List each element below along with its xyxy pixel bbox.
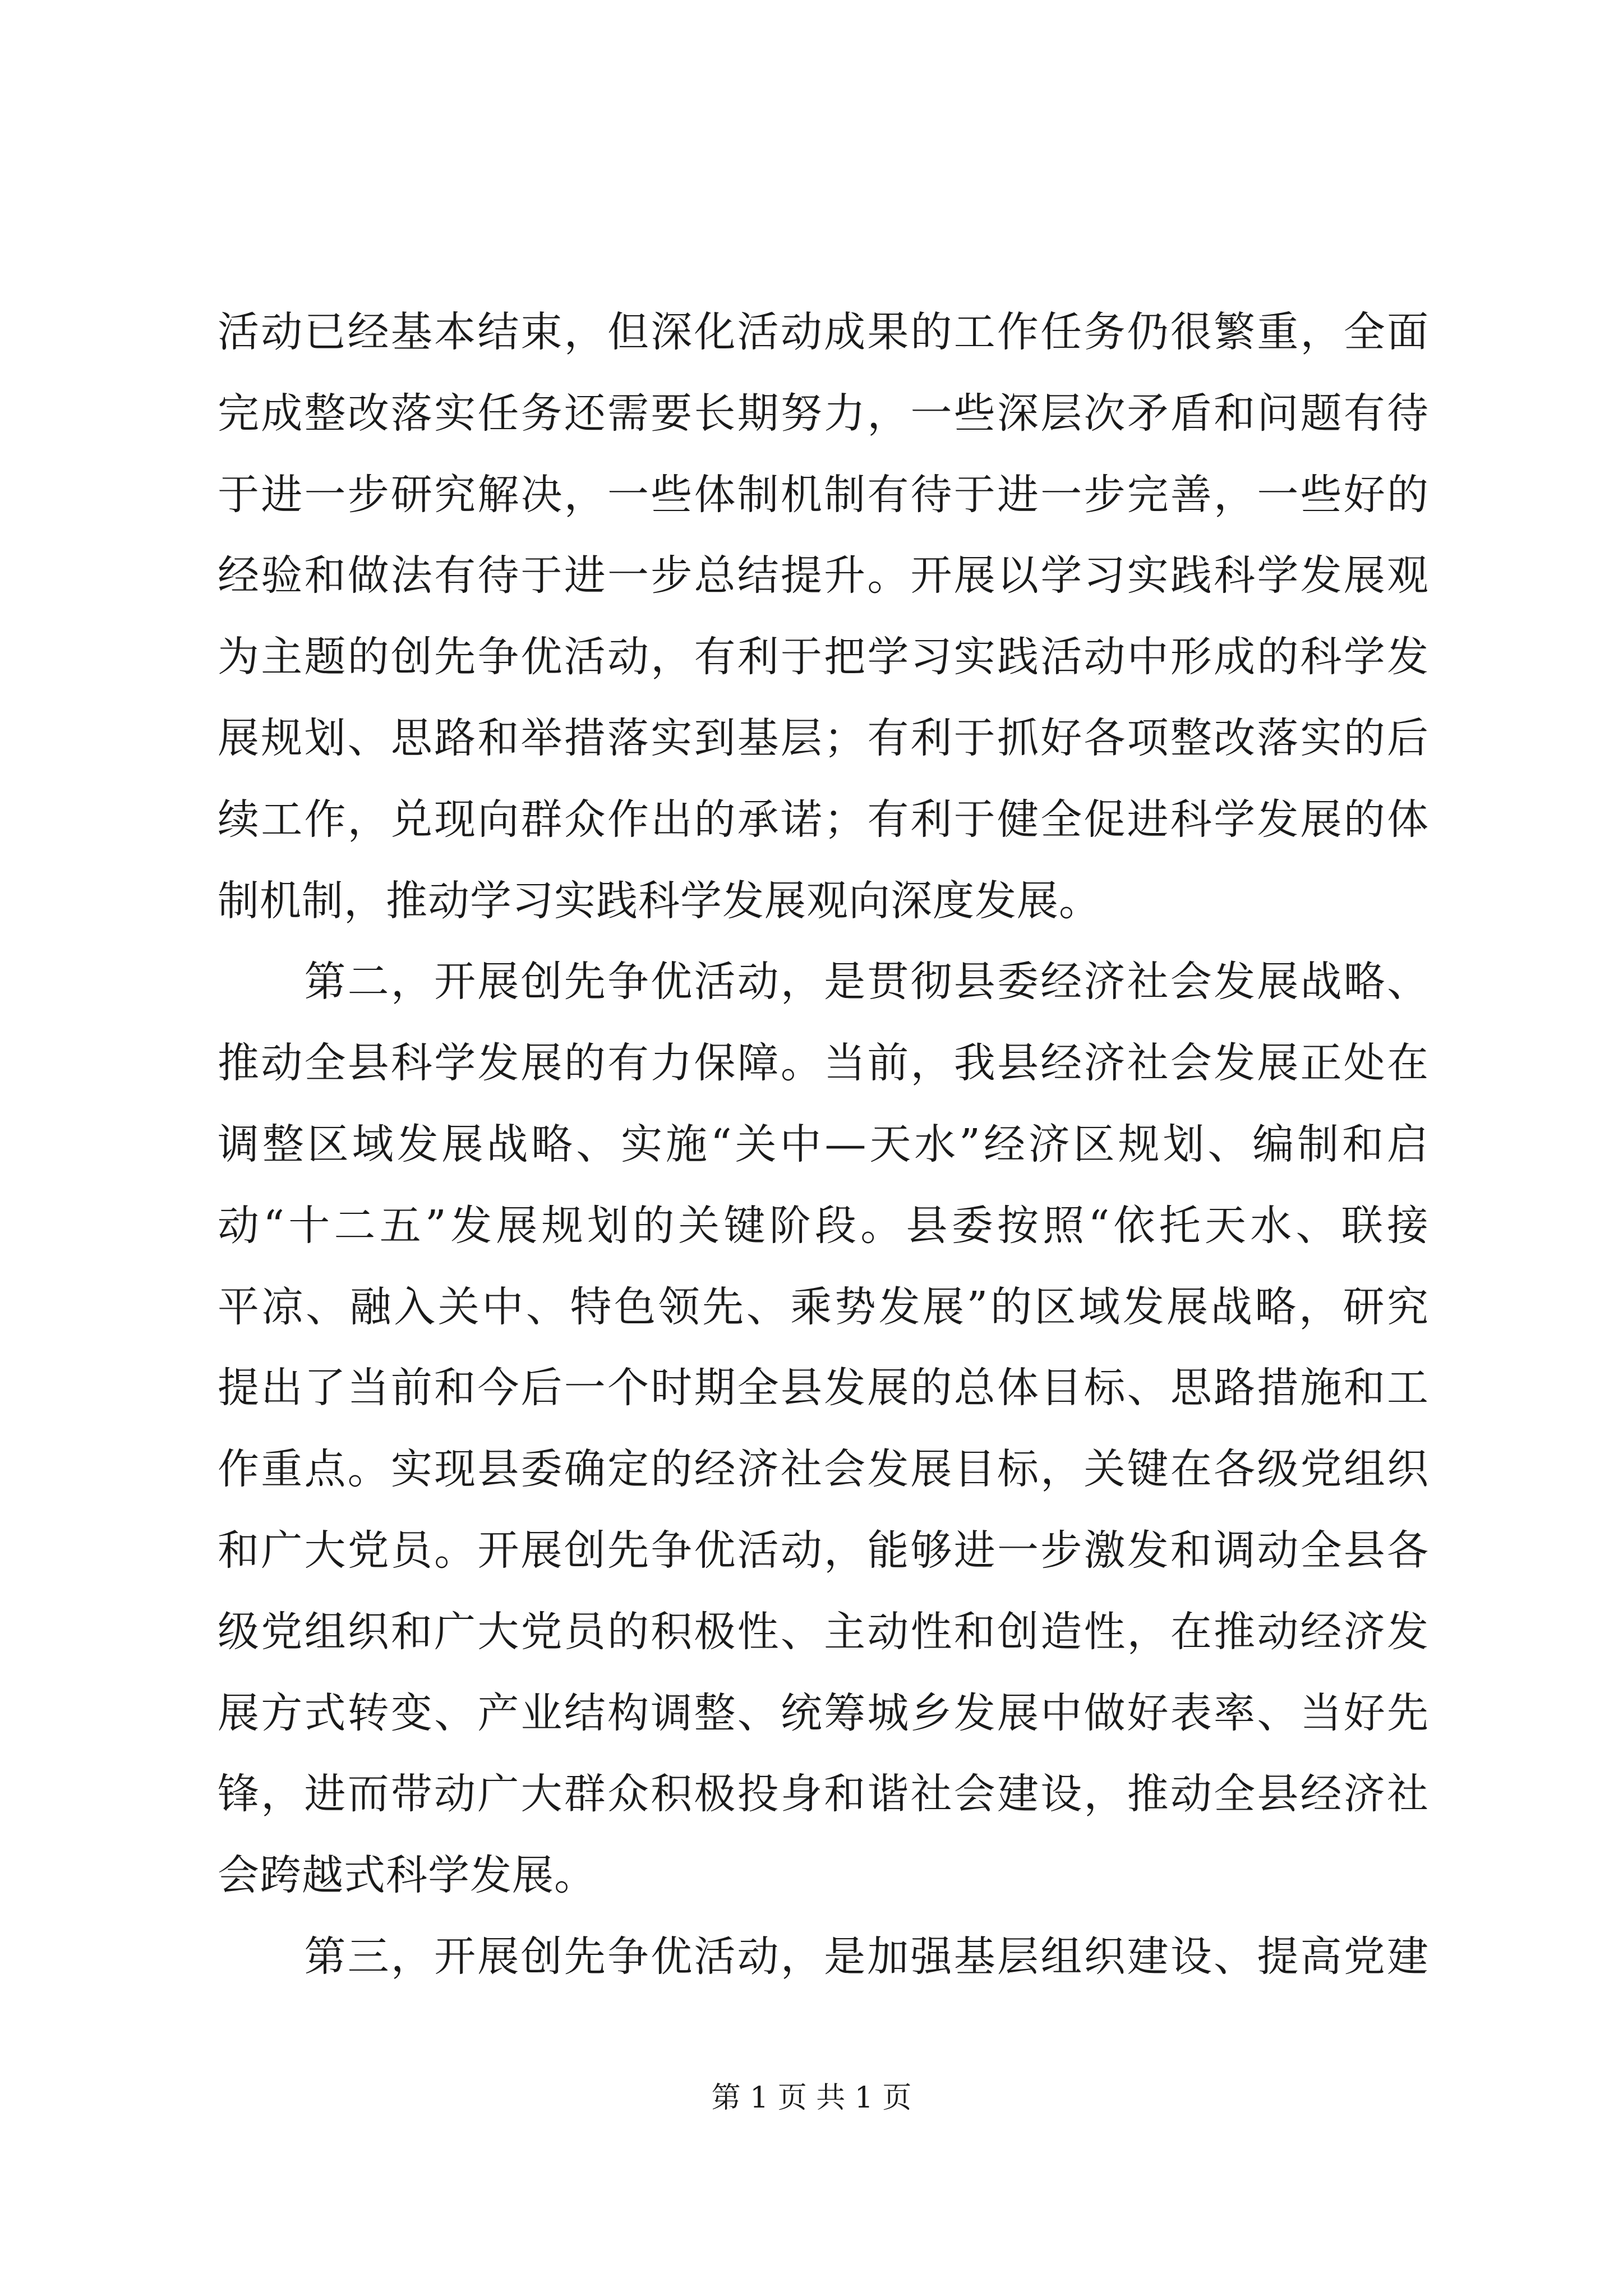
- text-line: 展规划、思路和举措落实到基层；有利于抓好各项整改落实的后: [218, 714, 1429, 762]
- page-number: 第 1 页 共 1 页: [711, 2081, 912, 2115]
- text-line: 作重点。实现县委确定的经济社会发展目标，关键在各级党组织: [218, 1445, 1429, 1494]
- text-line: 级党组织和广大党员的积极性、主动性和创造性，在推动经济发: [218, 1607, 1429, 1656]
- text-line: 第三，开展创先争优活动，是加强基层组织建设、提高党建: [218, 1932, 1429, 1981]
- text-line: 提出了当前和今后一个时期全县发展的总体目标、思路措施和工: [218, 1364, 1429, 1412]
- text-line: 活动已经基本结束，但深化活动成果的工作任务仍很繁重，全面: [218, 308, 1429, 356]
- text-line: 经验和做法有待于进一步总结提升。开展以学习实践科学发展观: [218, 551, 1429, 600]
- text-line: 动“十二五”发展规划的关键阶段。县委按照“依托天水、联接: [218, 1201, 1429, 1250]
- text-line: 制机制，推动学习实践科学发展观向深度发展。: [218, 876, 1101, 925]
- paragraph: [218, 941, 1429, 1916]
- text-line: 展方式转变、产业结构调整、统筹城乡发展中做好表率、当好先: [218, 1688, 1429, 1737]
- text-line: 会跨越式科学发展。: [218, 1851, 596, 1900]
- text-line: 平凉、融入关中、特色领先、乘势发展”的区域发展战略，研究: [218, 1282, 1429, 1331]
- text-line: 续工作，兑现向群众作出的承诺；有利于健全促进科学发展的体: [218, 795, 1429, 844]
- text-line: 完成整改落实任务还需要长期努力，一些深层次矛盾和问题有待: [218, 389, 1429, 438]
- paragraph: [218, 1916, 1429, 1998]
- text-line: 和广大党员。开展创先争优活动，能够进一步激发和调动全县各: [218, 1526, 1429, 1575]
- paragraph: [218, 292, 1429, 941]
- document-body: [218, 292, 1429, 1998]
- text-line: 为主题的创先争优活动，有利于把学习实践活动中形成的科学发: [218, 633, 1429, 682]
- text-line: 推动全县科学发展的有力保障。当前，我县经济社会发展正处在: [218, 1039, 1429, 1088]
- text-line: 调整区域发展战略、实施“关中—天水”经济区规划、编制和启: [218, 1120, 1429, 1168]
- text-line: 于进一步研究解决，一些体制机制有待于进一步完善，一些好的: [218, 470, 1429, 519]
- text-line: 第二，开展创先争优活动，是贯彻县委经济社会发展战略、: [218, 958, 1429, 1006]
- text-line: 锋，进而带动广大群众积极投身和谐社会建设，推动全县经济社: [218, 1770, 1429, 1819]
- page-footer: [0, 2078, 1623, 2118]
